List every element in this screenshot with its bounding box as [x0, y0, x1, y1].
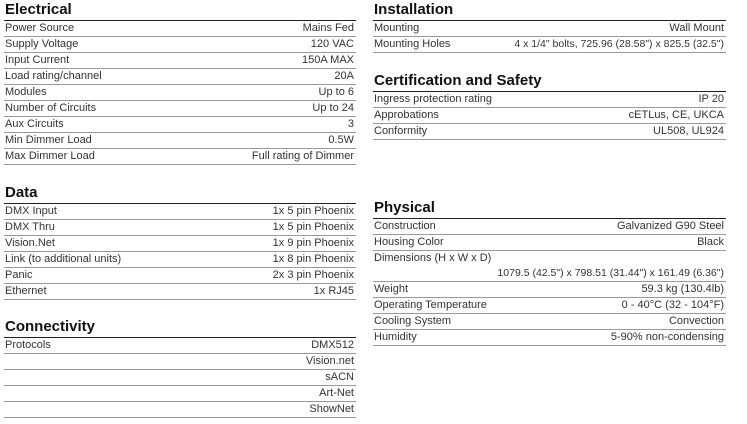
spec-row: [373, 37, 726, 53]
installation-section: [373, 0, 726, 53]
certification-heading: Certification and Safety: [373, 71, 726, 92]
spec-label: Housing Color: [374, 236, 444, 248]
spec-row: [4, 53, 356, 69]
physical-section: [373, 198, 726, 346]
spec-value: 59.3 kg (130.4lb): [641, 283, 724, 295]
spec-label: Aux Circuits: [5, 118, 64, 130]
spec-row: [4, 402, 356, 418]
spec-row: [4, 133, 356, 149]
data-section: [4, 183, 356, 300]
spec-value: 1079.5 (42.5") x 798.51 (31.44") x 161.49 (6.36"): [497, 267, 724, 279]
spec-row: [373, 92, 726, 108]
spec-label: DMX Input: [5, 205, 57, 217]
spec-row: [4, 204, 356, 220]
spec-value: 1x 5 pin Phoenix: [272, 221, 354, 233]
spec-value: 150A MAX: [302, 54, 354, 66]
certification-section: [373, 71, 726, 140]
spec-label: Mounting Holes: [374, 38, 451, 50]
spec-label: Dimensions (H x W x D): [374, 252, 492, 264]
spec-row: [4, 354, 356, 370]
spec-row: [373, 235, 726, 251]
spec-value: ShowNet: [309, 403, 354, 415]
spec-value: sACN: [325, 371, 354, 383]
spec-row: [4, 117, 356, 133]
spec-value: 1x 8 pin Phoenix: [272, 253, 354, 265]
spec-value: Galvanized G90 Steel: [616, 220, 724, 232]
spec-row: [4, 236, 356, 252]
spec-value: Art-Net: [319, 387, 354, 399]
spec-value: Wall Mount: [669, 22, 724, 34]
spec-label: DMX Thru: [5, 221, 55, 233]
spec-label: Load rating/channel: [5, 70, 102, 82]
spec-row: [373, 251, 726, 282]
spec-value: cETLus, CE, UKCA: [628, 109, 724, 121]
spec-label: Panic: [5, 269, 33, 281]
spec-row: [373, 219, 726, 235]
spec-label: Protocols: [5, 339, 51, 351]
spec-row: [4, 21, 356, 37]
spec-row: [4, 252, 356, 268]
spec-value: 0.5W: [328, 134, 354, 146]
spec-row: [373, 108, 726, 124]
spec-label: Ingress protection rating: [374, 93, 493, 105]
spec-value: Full rating of Dimmer: [251, 150, 354, 162]
spec-row: [4, 268, 356, 284]
spec-label: Humidity: [374, 331, 417, 343]
spec-row: [4, 220, 356, 236]
spec-row: [373, 282, 726, 298]
electrical-section: [4, 0, 356, 165]
spec-row: [373, 124, 726, 140]
spec-value: Vision.net: [305, 355, 354, 367]
spec-row: [373, 314, 726, 330]
electrical-heading: Electrical: [4, 0, 356, 21]
spec-value: Mains Fed: [302, 22, 354, 34]
spec-value: 20A: [334, 70, 354, 82]
spec-value: IP 20: [698, 93, 724, 105]
spec-label: Number of Circuits: [5, 102, 97, 114]
spec-value: 1x 9 pin Phoenix: [272, 237, 354, 249]
spec-row: [4, 85, 356, 101]
spec-label: Operating Temperature: [374, 299, 487, 311]
installation-heading: Installation: [373, 0, 726, 21]
spec-label: Approbations: [374, 109, 439, 121]
spec-value: 0 - 40°C (32 - 104°F): [621, 299, 724, 311]
physical-heading: Physical: [373, 198, 726, 219]
spec-row: [4, 149, 356, 165]
spec-row: [4, 101, 356, 117]
spec-value: 3: [347, 118, 354, 130]
spec-value: 4 x 1/4" bolts, 725.96 (28.58") x 825.5 (32.5"): [514, 38, 724, 50]
data-heading: Data: [4, 183, 356, 204]
spec-row: [4, 37, 356, 53]
spec-value: DMX512: [311, 339, 354, 351]
spec-label: Conformity: [374, 125, 428, 137]
spec-value: 5-90% non-condensing: [610, 331, 724, 343]
spec-label: Weight: [374, 283, 409, 295]
spec-value: Black: [697, 236, 724, 248]
spec-row: [4, 386, 356, 402]
spec-row: [373, 330, 726, 346]
connectivity-heading: Connectivity: [4, 317, 356, 338]
spec-value: 1x 5 pin Phoenix: [272, 205, 354, 217]
spec-value: UL508, UL924: [653, 125, 724, 137]
spec-label: Construction: [374, 220, 436, 232]
spec-label: Ethernet: [5, 285, 47, 297]
spec-value: 1x RJ45: [313, 285, 354, 297]
spec-value: 120 VAC: [310, 38, 354, 50]
spec-row: [4, 284, 356, 300]
spec-label: Supply Voltage: [5, 38, 79, 50]
spec-label: Power Source: [5, 22, 75, 34]
spec-row: [4, 338, 356, 354]
spec-label: Cooling System: [374, 315, 452, 327]
spec-label: Link (to additional units): [5, 253, 122, 265]
spec-row: [373, 21, 726, 37]
spec-value: Convection: [668, 315, 724, 327]
spec-label: Mounting: [374, 22, 420, 34]
spec-row: [4, 370, 356, 386]
spec-label: Max Dimmer Load: [5, 150, 95, 162]
spec-label: Modules: [5, 86, 47, 98]
connectivity-section: [4, 317, 356, 418]
spec-row: [373, 298, 726, 314]
spec-value: Up to 24: [312, 102, 354, 114]
spec-value: 2x 3 pin Phoenix: [272, 269, 354, 281]
spec-label: Min Dimmer Load: [5, 134, 92, 146]
spec-label: Input Current: [5, 54, 70, 66]
spec-label: Vision.Net: [5, 237, 55, 249]
spec-value: Up to 6: [318, 86, 354, 98]
spec-row: [4, 69, 356, 85]
